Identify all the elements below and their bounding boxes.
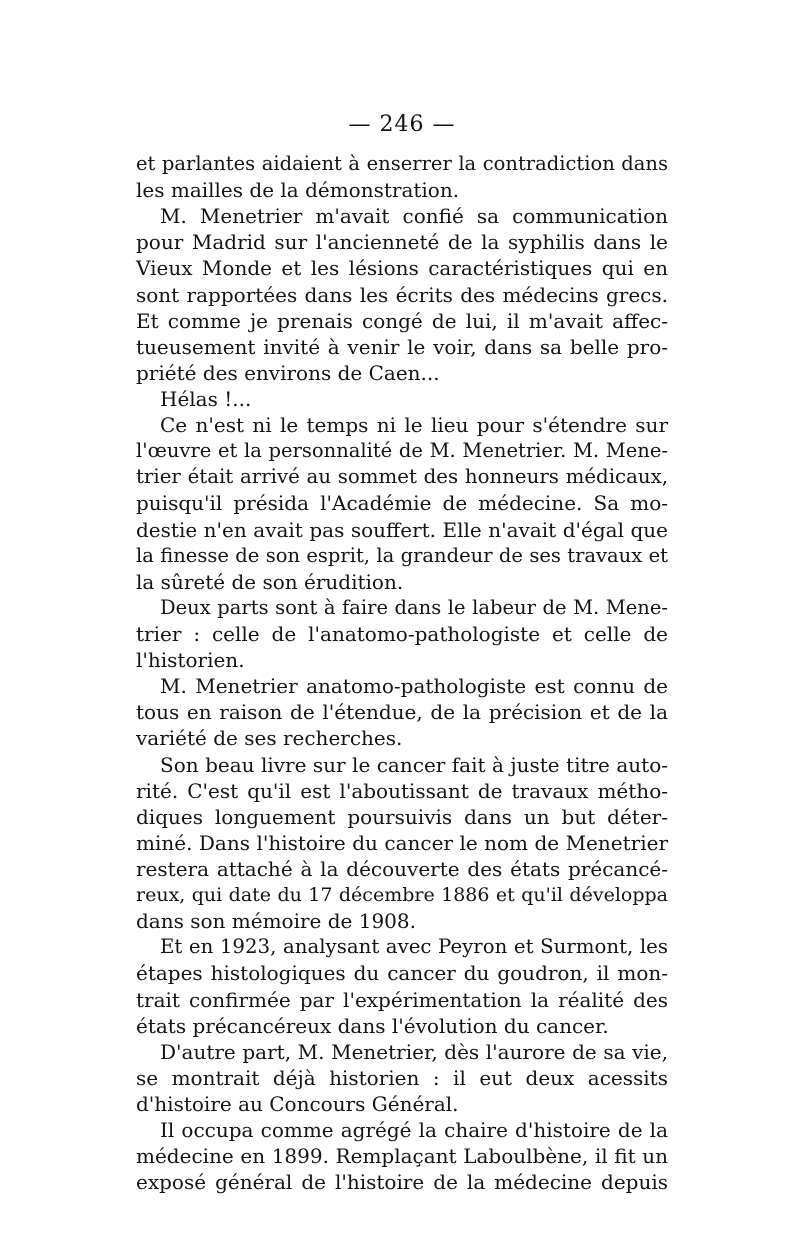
text-line: Deux parts sont à faire dans le labeur de M. Mene-: [160, 595, 668, 619]
text-line: trait confirmée par l'expérimentation la réalité des: [136, 987, 668, 1012]
text-line: M. Menetrier m'avait confié sa communication: [160, 204, 668, 229]
text-line: pour Madrid sur l'ancienneté de la syphilis dans le: [136, 230, 668, 255]
text-line: dans son mémoire de 1908.: [136, 909, 416, 934]
text-line: Ce n'est ni le temps ni le lieu pour s'étendre sur: [160, 413, 668, 438]
text-line: d'histoire au Concours Général.: [136, 1091, 459, 1116]
text-line: destie n'en avait pas souffert. Elle n'avait d'égal que: [136, 517, 668, 542]
text-line: miné. Dans l'histoire du cancer le nom de Menetrier: [136, 830, 668, 855]
text-line: Vieux Monde et les lésions caractéristiques qui en: [136, 256, 668, 281]
text-line: trier : celle de l'anatomo-pathologiste et celle de: [136, 621, 668, 646]
text-line: la finesse de son esprit, la grandeur de ses travaux et: [136, 543, 668, 567]
text-line: Hélas !...: [160, 386, 252, 411]
page-number: — 246 —: [348, 112, 456, 137]
text-line: Et en 1923, analysant avec Peyron et Surmont, les: [160, 935, 668, 959]
text-line: tueusement invité à venir le voir, dans sa belle pro-: [136, 334, 668, 359]
text-line: médecine en 1899. Remplaçant Laboulbène, il fit un: [136, 1144, 668, 1169]
text-line: les mailles de la démonstration.: [136, 178, 460, 203]
text-line: trier était arrivé au sommet des honneurs médicaux,: [136, 465, 668, 489]
text-line: restera attaché à la découverte des états précancé-: [136, 856, 668, 881]
body-text: [136, 151, 668, 1195]
text-line: exposé général de l'histoire de la médecine depuis: [136, 1170, 668, 1195]
text-line: reux, qui date du 17 décembre 1886 et qu'il développa: [136, 884, 668, 907]
text-line: M. Menetrier anatomo-pathologiste est connu de: [160, 674, 668, 699]
text-line: rité. C'est qu'il est l'aboutissant de travaux métho-: [136, 778, 668, 803]
text-line: et parlantes aidaient à enserrer la contradiction dans: [136, 152, 668, 175]
text-line: l'historien.: [136, 648, 245, 673]
text-line: diques longuement poursuivis dans un but déter-: [136, 804, 668, 829]
text-line: Son beau livre sur le cancer fait à juste titre auto-: [160, 752, 668, 777]
text-line: variété de ses recherches.: [136, 726, 403, 751]
text-line: se montrait déjà historien : il eut deux acessits: [136, 1065, 668, 1090]
text-line: tous en raison de l'étendue, de la précision et de la: [136, 700, 668, 725]
text-line: la sûreté de son érudition.: [136, 569, 404, 594]
text-line: étapes histologiques du cancer du goudron, il mon-: [136, 961, 668, 986]
text-line: sont rapportées dans les écrits des médecins grecs.: [136, 282, 668, 307]
text-line: Il occupa comme agrégé la chaire d'histoire de la: [160, 1118, 668, 1143]
text-line: puisqu'il présida l'Académie de médecine. Sa mo-: [136, 491, 668, 516]
text-line: l'œuvre et la personnalité de M. Menetrier. M. Mene-: [136, 439, 668, 463]
text-line: états précancéreux dans l'évolution du cancer.: [136, 1013, 609, 1038]
text-line: priété des environs de Caen...: [136, 360, 440, 385]
text-line: Et comme je prenais congé de lui, il m'avait affec-: [136, 308, 668, 333]
text-line: D'autre part, M. Menetrier, dès l'aurore de sa vie,: [160, 1039, 668, 1064]
